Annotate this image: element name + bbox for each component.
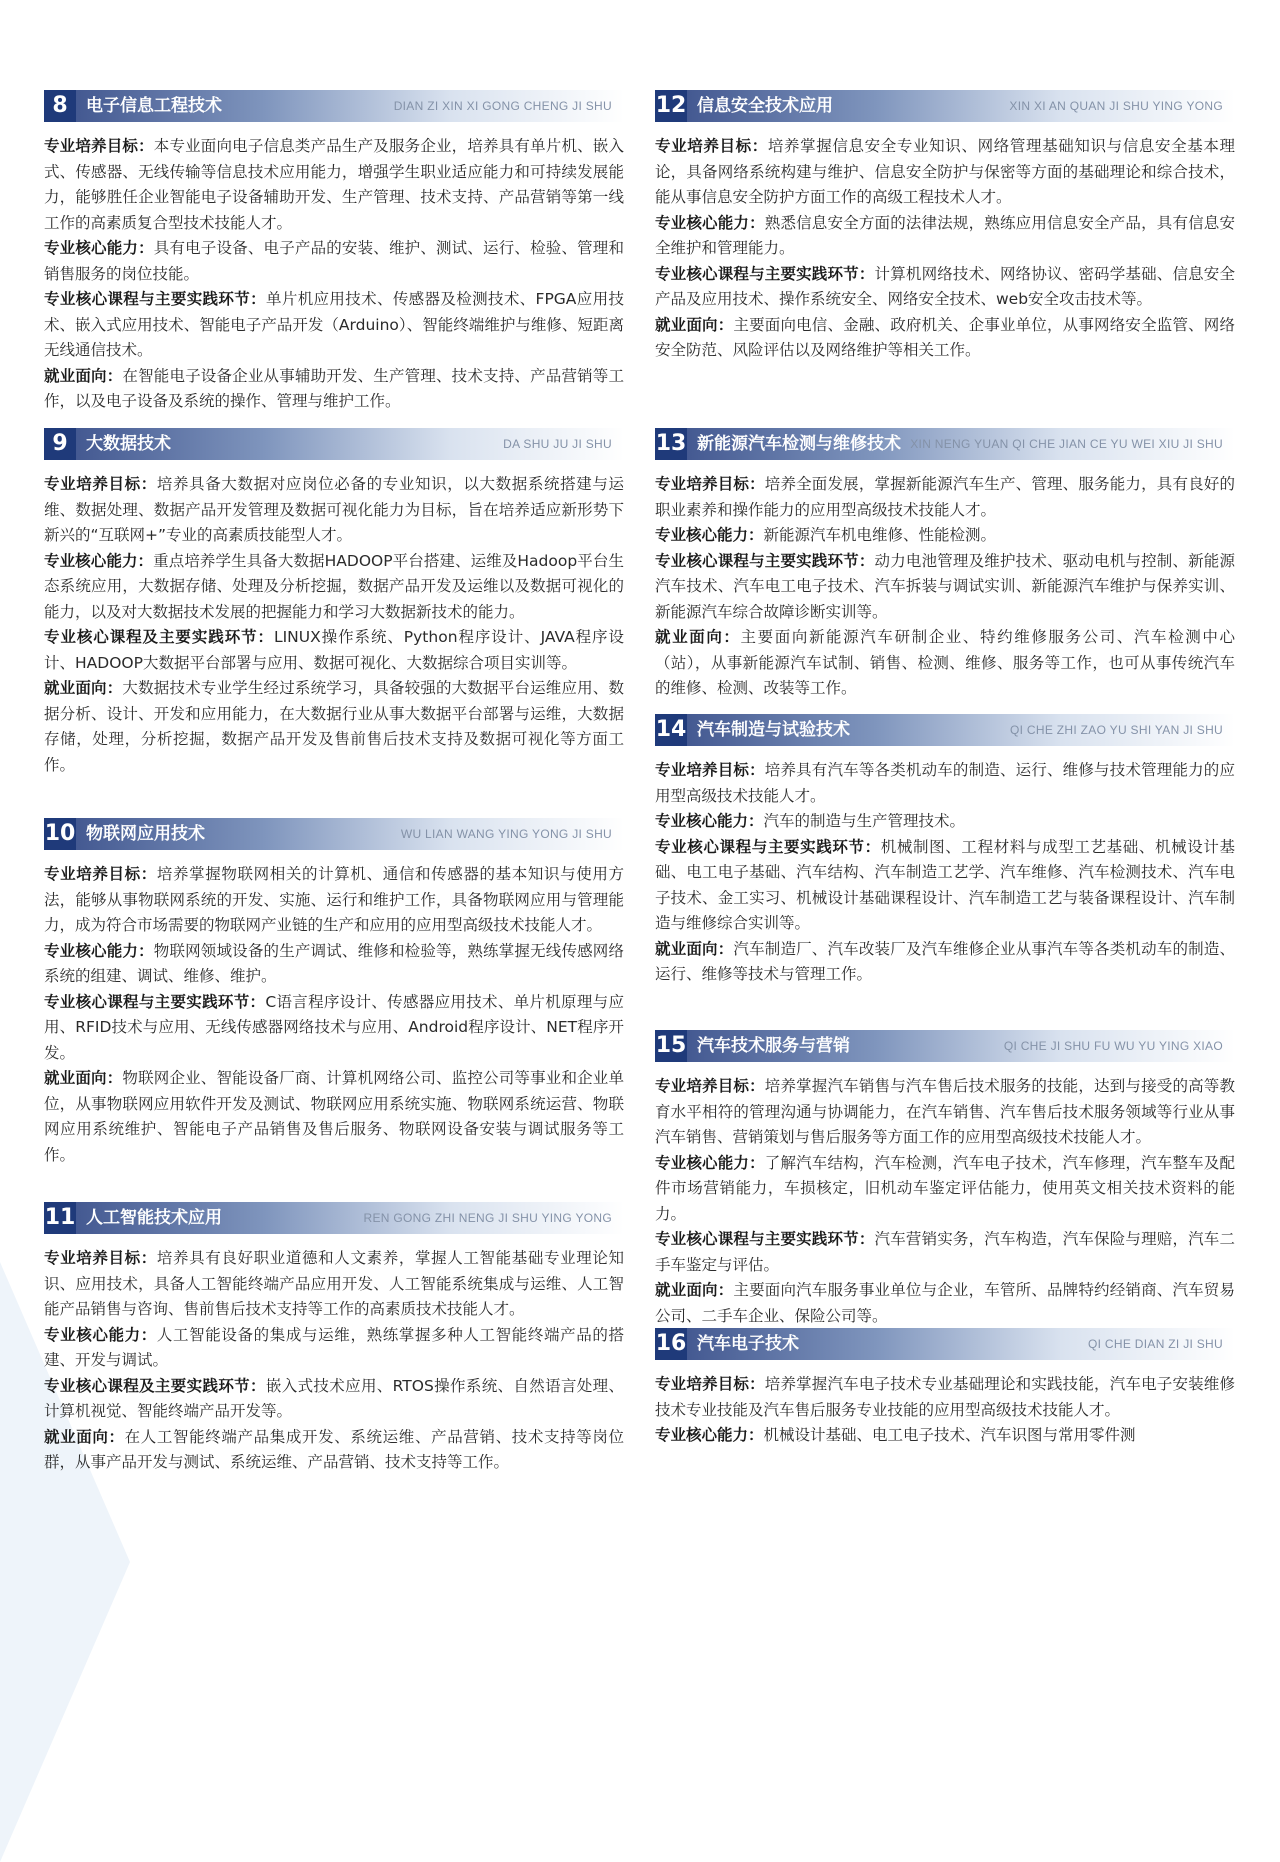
section-paragraph bbox=[44, 1323, 624, 1374]
section-title: 信息安全技术应用 bbox=[697, 96, 833, 116]
section-number: 10 bbox=[44, 818, 76, 850]
paragraph-label: 专业培养目标： bbox=[655, 475, 765, 493]
paragraph-label: 专业核心能力： bbox=[655, 812, 764, 830]
section-paragraph bbox=[44, 939, 624, 990]
paragraph-text: 在智能电子设备企业从事辅助开发、生产管理、技术支持、产品营销等工作，以及电子设备及系统的操作、管理与维护工作。 bbox=[44, 366, 624, 410]
section-paragraph bbox=[655, 1423, 1235, 1449]
section-paragraph bbox=[655, 1227, 1235, 1278]
section-paragraph bbox=[655, 1278, 1235, 1329]
paragraph-text: 培养掌握物联网相关的计算机、通信和传感器的基本知识与使用方法，能够从事物联网系统的开发、实施、运行和维护工作，具备物联网应用与管理能力，成为符合市场需要的物联网产业链的生产和应用的应用型高级技术技能人才。 bbox=[44, 865, 624, 934]
section-paragraph bbox=[655, 134, 1235, 211]
section-paragraph bbox=[655, 262, 1235, 313]
section-body bbox=[655, 1074, 1235, 1329]
section-header bbox=[655, 714, 1235, 746]
section-title: 汽车电子技术 bbox=[697, 1334, 799, 1354]
paragraph-label: 专业核心课程与主要实践环节： bbox=[44, 992, 266, 1011]
paragraph-label: 专业核心能力： bbox=[44, 551, 154, 570]
paragraph-label: 专业培养目标： bbox=[44, 865, 157, 883]
section-paragraph bbox=[655, 313, 1235, 364]
section-paragraph bbox=[655, 937, 1235, 988]
paragraph-label: 专业培养目标： bbox=[44, 137, 154, 155]
paragraph-text: 大数据技术专业学生经过系统学习，具备较强的大数据平台运维应用、数据分析、设计、开发和应用能力，在大数据行业从事大数据平台部署与运维，大数据存储，处理，分析挖掘，数据产品开发及售前售后技术支持及数据可视化等方面工作。 bbox=[44, 679, 624, 774]
paragraph-label: 专业核心课程与主要实践环节： bbox=[655, 1230, 875, 1248]
section-pinyin: DIAN ZI XIN XI GONG CHENG JI SHU bbox=[393, 99, 612, 113]
paragraph-text: 具有电子设备、电子产品的安装、维护、测试、运行、检验、管理和销售服务的岗位技能。 bbox=[44, 239, 624, 283]
paragraph-label: 专业核心课程与主要实践环节： bbox=[44, 290, 266, 308]
paragraph-label: 专业培养目标： bbox=[655, 137, 768, 155]
section-header bbox=[655, 1328, 1235, 1360]
section-pinyin: XIN NENG YUAN QI CHE JIAN CE YU WEI XIU JI SHU bbox=[910, 437, 1223, 451]
paragraph-text: 主要面向汽车服务事业单位与企业，车管所、品牌特约经销商、汽车贸易公司、二手车企业、保险公司等。 bbox=[655, 1281, 1235, 1325]
paragraph-label: 专业核心课程及主要实践环节： bbox=[44, 628, 274, 646]
section-body bbox=[655, 1372, 1235, 1449]
paragraph-label: 专业核心能力： bbox=[44, 1325, 157, 1344]
section-header bbox=[44, 428, 624, 460]
section-paragraph bbox=[44, 625, 624, 676]
section-header bbox=[44, 818, 624, 850]
section-title: 物联网应用技术 bbox=[86, 824, 205, 844]
section-11 bbox=[44, 1202, 624, 1476]
paragraph-label: 专业核心能力： bbox=[655, 526, 764, 544]
paragraph-text: 熟悉信息安全方面的法律法规，熟练应用信息安全产品，具有信息安全维护和管理能力。 bbox=[655, 213, 1235, 257]
paragraph-label: 专业核心课程与主要实践环节： bbox=[655, 551, 875, 570]
section-paragraph bbox=[44, 1425, 624, 1476]
section-paragraph bbox=[44, 549, 624, 626]
paragraph-label: 专业培养目标： bbox=[655, 1375, 765, 1393]
paragraph-text: 主要面向新能源汽车研制企业、特约维修服务公司、汽车检测中心（站），从事新能源汽车试制、销售、检测、维修、服务等工作，也可从事传统汽车的维修、检测、改装等工作。 bbox=[655, 628, 1235, 697]
section-paragraph bbox=[655, 472, 1235, 523]
paragraph-label: 就业面向： bbox=[655, 628, 741, 646]
paragraph-text: 汽车制造厂、汽车改装厂及汽车维修企业从事汽车等各类机动车的制造、运行、维修等技术与管理工作。 bbox=[655, 939, 1235, 983]
section-header bbox=[655, 428, 1235, 460]
paragraph-text: 培养具有良好职业道德和人文素养，掌握人工智能基础专业理论知识、应用技术，具备人工智能终端产品应用开发、人工智能系统集成与运维、人工智能产品销售与咨询、售前售后技术支持等工作的高素质技术技能人才。 bbox=[44, 1249, 624, 1318]
section-number: 11 bbox=[44, 1202, 76, 1234]
section-10 bbox=[44, 818, 624, 1168]
section-title: 新能源汽车检测与维修技术 bbox=[697, 434, 901, 454]
paragraph-text: 物联网领域设备的生产调试、维修和检验等，熟练掌握无线传感网络系统的组建、调试、维修、维护。 bbox=[44, 941, 624, 985]
section-13 bbox=[655, 428, 1235, 702]
section-body bbox=[44, 134, 624, 415]
paragraph-text: 单片机应用技术、传感器及检测技术、FPGA应用技术、嵌入式应用技术、智能电子产品开发（Arduino）、智能终端维护与维修、短距离无线通信技术。 bbox=[44, 290, 624, 359]
paragraph-label: 专业核心课程与主要实践环节： bbox=[655, 837, 881, 856]
paragraph-text: 汽车的制造与生产管理技术。 bbox=[763, 812, 966, 830]
section-number: 16 bbox=[655, 1328, 687, 1360]
paragraph-label: 就业面向： bbox=[44, 1069, 123, 1087]
section-paragraph bbox=[655, 211, 1235, 262]
paragraph-text: 主要面向电信、金融、政府机关、企事业单位，从事网络安全监管、网络安全防范、风险评估以及网络维护等相关工作。 bbox=[655, 315, 1235, 359]
paragraph-text: 新能源汽车机电维修、性能检测。 bbox=[763, 526, 997, 544]
paragraph-text: 机械制图、工程材料与成型工艺基础、机械设计基础、电工电子基础、汽车结构、汽车制造工艺学、汽车维修、汽车检测技术、汽车电子技术、金工实习、机械设计基础课程设计、汽车制造工艺与装备课程设计、汽车制造与维修综合实训等。 bbox=[655, 837, 1235, 932]
section-title: 汽车制造与试验技术 bbox=[697, 720, 850, 740]
section-number: 8 bbox=[44, 90, 76, 122]
section-paragraph bbox=[655, 549, 1235, 626]
section-header bbox=[44, 1202, 624, 1234]
paragraph-label: 专业核心能力： bbox=[655, 1153, 765, 1172]
section-body bbox=[655, 134, 1235, 364]
section-paragraph bbox=[655, 835, 1235, 937]
section-9 bbox=[44, 428, 624, 778]
paragraph-text: 了解汽车结构，汽车检测，汽车电子技术，汽车修理，汽车整车及配件市场营销能力，车损核定，旧机动车鉴定评估能力，使用英文相关技术资料的能力。 bbox=[655, 1153, 1235, 1223]
section-number: 15 bbox=[655, 1030, 687, 1062]
section-title: 汽车技术服务与营销 bbox=[697, 1036, 850, 1056]
paragraph-label: 就业面向： bbox=[44, 679, 123, 697]
section-paragraph bbox=[44, 472, 624, 549]
paragraph-label: 就业面向： bbox=[655, 1281, 734, 1299]
paragraph-text: 物联网企业、智能设备厂商、计算机网络公司、监控公司等事业和企业单位，从事物联网应用软件开发及测试、物联网应用系统实施、物联网系统运营、物联网应用系统维护、智能电子产品销售及售后服务、物联网设备安装与调试服务等工作。 bbox=[44, 1069, 624, 1164]
section-paragraph bbox=[44, 364, 624, 415]
section-paragraph bbox=[44, 990, 624, 1067]
paragraph-text: 嵌入式技术应用、RTOS操作系统、自然语言处理、计算机视觉、智能终端产品开发等。 bbox=[44, 1376, 624, 1420]
section-8 bbox=[44, 90, 624, 415]
paragraph-label: 就业面向： bbox=[44, 366, 123, 385]
section-body bbox=[44, 1246, 624, 1476]
paragraph-label: 就业面向： bbox=[44, 1427, 125, 1446]
paragraph-label: 专业核心能力： bbox=[655, 1426, 764, 1444]
paragraph-text: 培养掌握汽车电子技术专业基础理论和实践技能，汽车电子安装维修技术专业技能及汽车售后服务专业技能的应用型高级技术技能人才。 bbox=[655, 1375, 1235, 1419]
paragraph-text: 培养掌握汽车销售与汽车售后技术服务的技能，达到与接受的高等教育水平相符的管理沟通与协调能力，在汽车销售、汽车售后技术服务领域等行业从事汽车销售、营销策划与售后服务等方面工作的应用型高级技术技能人才。 bbox=[655, 1077, 1235, 1146]
section-paragraph bbox=[655, 1074, 1235, 1151]
section-body bbox=[44, 472, 624, 778]
paragraph-text: 本专业面向电子信息类产品生产及服务企业，培养具有单片机、嵌入式、传感器、无线传输等信息技术应用能力，增强学生职业适应能力和可持续发展能力，能够胜任企业智能电子设备辅助开发、生产管理、技术支持、产品营销等第一线工作的高素质复合型技术技能人才。 bbox=[44, 137, 624, 232]
section-paragraph bbox=[44, 134, 624, 236]
section-title: 电子信息工程技术 bbox=[86, 96, 222, 116]
paragraph-label: 专业核心课程及主要实践环节： bbox=[44, 1376, 266, 1395]
section-body bbox=[655, 472, 1235, 702]
section-pinyin: QI CHE ZHI ZAO YU SHI YAN JI SHU bbox=[1010, 723, 1223, 737]
paragraph-text: 培养全面发展，掌握新能源汽车生产、管理、服务能力，具有良好的职业素养和操作能力的应用型高级技术技能人才。 bbox=[655, 475, 1235, 519]
section-number: 13 bbox=[655, 428, 687, 460]
section-number: 14 bbox=[655, 714, 687, 746]
section-body bbox=[655, 758, 1235, 988]
paragraph-text: 培养具有汽车等各类机动车的制造、运行、维修与技术管理能力的应用型高级技术技能人才。 bbox=[655, 761, 1235, 805]
section-12 bbox=[655, 90, 1235, 364]
paragraph-text: 在人工智能终端产品集成开发、系统运维、产品营销、技术支持等岗位群，从事产品开发与测试、系统运维、产品营销、技术支持等工作。 bbox=[44, 1427, 624, 1471]
section-paragraph bbox=[44, 1374, 624, 1425]
section-paragraph bbox=[44, 1246, 624, 1323]
paragraph-text: 动力电池管理及维护技术、驱动电机与控制、新能源汽车技术、汽车电工电子技术、汽车拆装与调试实训、新能源汽车维护与保养实训、新能源汽车综合故障诊断实训等。 bbox=[655, 551, 1235, 621]
section-title: 人工智能技术应用 bbox=[86, 1208, 222, 1228]
paragraph-label: 就业面向： bbox=[655, 315, 734, 334]
section-pinyin: QI CHE JI SHU FU WU YU YING XIAO bbox=[1003, 1039, 1223, 1053]
section-pinyin: REN GONG ZHI NENG JI SHU YING YONG bbox=[363, 1211, 612, 1225]
section-paragraph bbox=[44, 676, 624, 778]
paragraph-text: 培养掌握信息安全专业知识、网络管理基础知识与信息安全基本理论，具备网络系统构建与维护、信息安全防护与保密等方面的基础理论和综合技术，能从事信息安全防护方面工作的高级工程技术人才。 bbox=[655, 137, 1235, 206]
section-paragraph bbox=[44, 236, 624, 287]
paragraph-text: 人工智能设备的集成与运维，熟练掌握多种人工智能终端产品的搭建、开发与调试。 bbox=[44, 1325, 624, 1369]
paragraph-text: C语言程序设计、传感器应用技术、单片机原理与应用、RFID技术与应用、无线传感器网络技术与应用、Android程序设计、NET程序开发。 bbox=[44, 992, 624, 1062]
paragraph-label: 专业培养目标： bbox=[655, 761, 765, 779]
section-pinyin: DA SHU JU JI SHU bbox=[503, 437, 612, 451]
section-header bbox=[655, 90, 1235, 122]
paragraph-text: 重点培养学生具备大数据HADOOP平台搭建、运维及Hadoop平台生态系统应用，大数据存储、处理及分析挖掘，数据产品开发及运维以及数据可视化的能力，以及对大数据技术发展的把握能力和学习大数据新技术的能力。 bbox=[44, 551, 624, 621]
section-paragraph bbox=[655, 1151, 1235, 1228]
paragraph-label: 专业核心能力： bbox=[655, 213, 765, 232]
section-pinyin: XIN XI AN QUAN JI SHU YING YONG bbox=[1009, 99, 1223, 113]
section-body bbox=[44, 862, 624, 1168]
paragraph-text: 计算机网络技术、网络协议、密码学基础、信息安全产品及应用技术、操作系统安全、网络安全技术、web安全攻击技术等。 bbox=[655, 264, 1235, 308]
paragraph-text: 机械设计基础、电工电子技术、汽车识图与常用零件测 bbox=[763, 1426, 1136, 1444]
section-number: 9 bbox=[44, 428, 76, 460]
paragraph-label: 专业核心能力： bbox=[44, 239, 154, 257]
section-paragraph bbox=[44, 862, 624, 939]
paragraph-label: 就业面向： bbox=[655, 939, 734, 958]
section-paragraph bbox=[44, 1066, 624, 1168]
paragraph-label: 专业培养目标： bbox=[44, 475, 157, 493]
section-paragraph bbox=[655, 1372, 1235, 1423]
paragraph-text: 培养具备大数据对应岗位必备的专业知识，以大数据系统搭建与运维、数据处理、数据产品开发管理及数据可视化能力为目标，旨在培养适应新形势下新兴的“互联网+”专业的高素质技能型人才。 bbox=[44, 475, 624, 544]
section-title: 大数据技术 bbox=[86, 434, 171, 454]
section-paragraph bbox=[655, 758, 1235, 809]
section-paragraph bbox=[655, 809, 1235, 835]
section-paragraph bbox=[655, 625, 1235, 702]
section-paragraph bbox=[655, 523, 1235, 549]
paragraph-text: LINUX操作系统、Python程序设计、JAVA程序设计、HADOOP大数据平台部署与应用、数据可视化、大数据综合项目实训等。 bbox=[44, 628, 624, 672]
paragraph-text: 汽车营销实务，汽车构造，汽车保险与理赔，汽车二手车鉴定与评估。 bbox=[655, 1230, 1235, 1274]
section-14 bbox=[655, 714, 1235, 988]
paragraph-label: 专业核心能力： bbox=[44, 941, 154, 960]
section-header bbox=[655, 1030, 1235, 1062]
section-pinyin: QI CHE DIAN ZI JI SHU bbox=[1088, 1337, 1223, 1351]
section-number: 12 bbox=[655, 90, 687, 122]
section-paragraph bbox=[44, 287, 624, 364]
paragraph-label: 专业培养目标： bbox=[655, 1077, 765, 1095]
section-15 bbox=[655, 1030, 1235, 1329]
section-16 bbox=[655, 1328, 1235, 1449]
paragraph-label: 专业培养目标： bbox=[44, 1249, 157, 1267]
section-header bbox=[44, 90, 624, 122]
section-pinyin: WU LIAN WANG YING YONG JI SHU bbox=[400, 827, 612, 841]
paragraph-label: 专业核心课程与主要实践环节： bbox=[655, 264, 875, 283]
